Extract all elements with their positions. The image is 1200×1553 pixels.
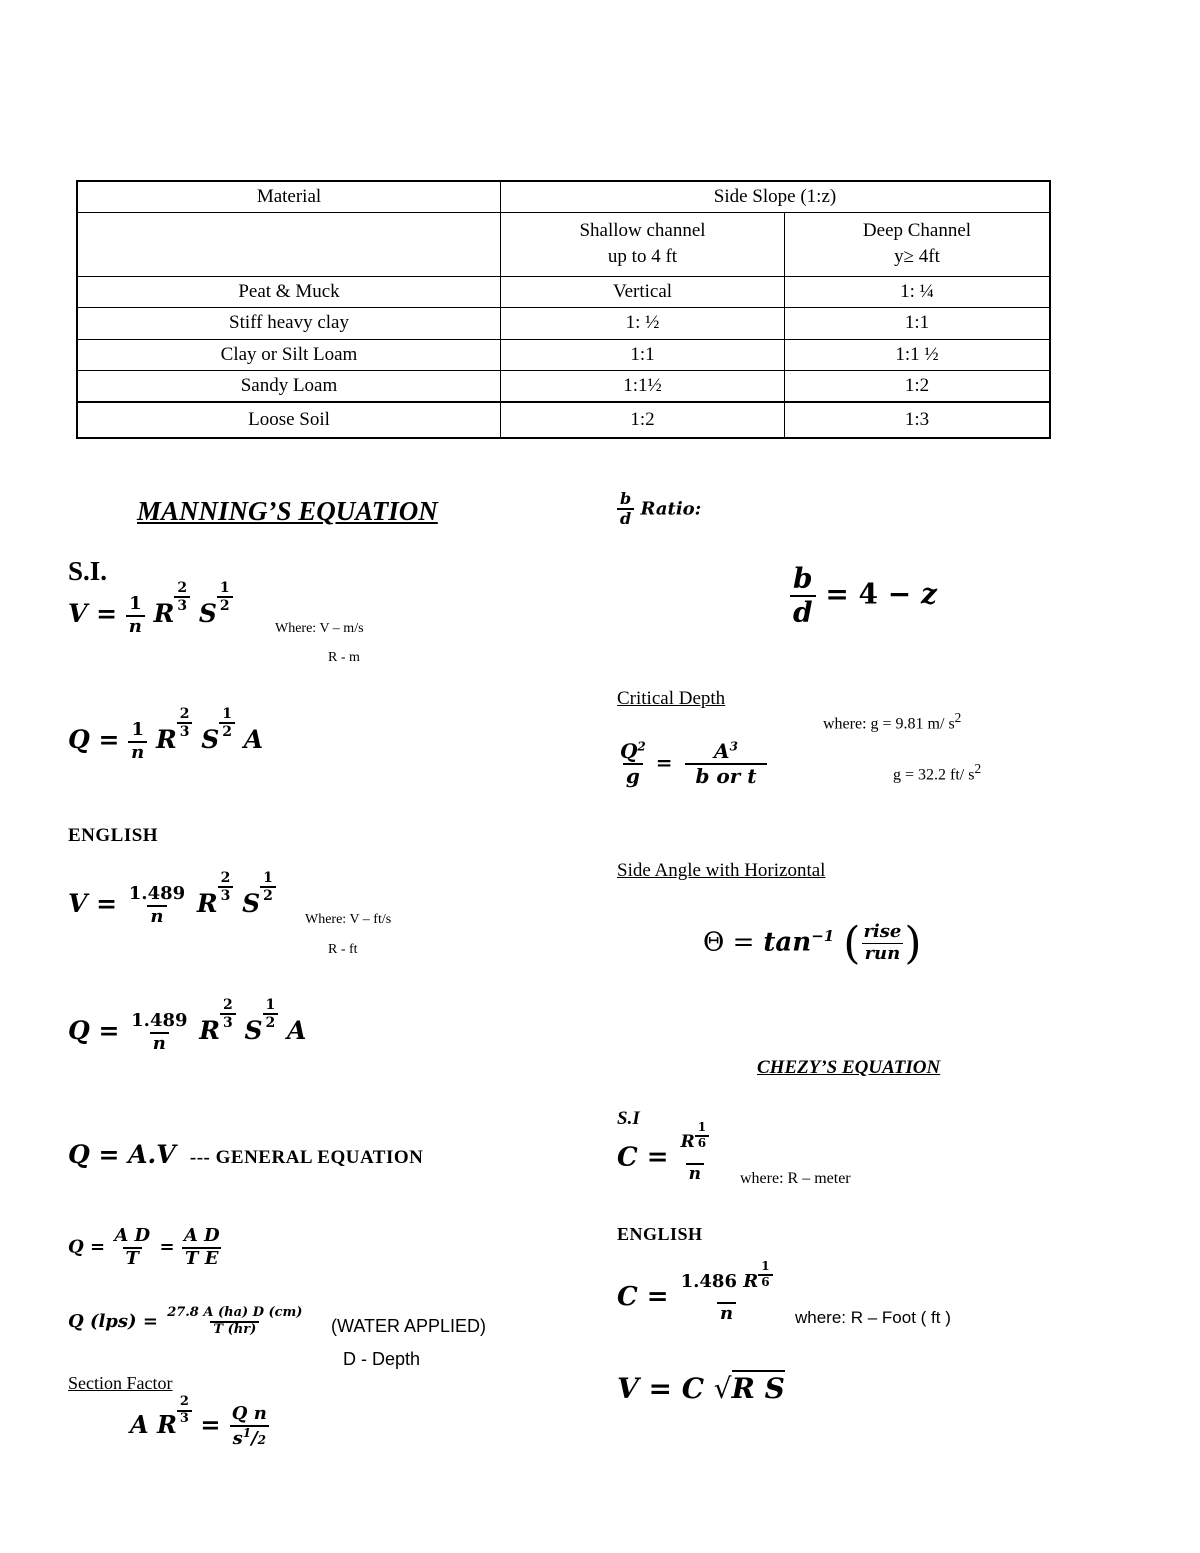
eng-where-v: Where: V – ft/s [305,912,392,927]
table-row: Stiff heavy clay 1: ½ 1:1 [77,307,1050,339]
bd-equation: $\frac{b}{d}$ = 4 − z [790,563,937,629]
g-si-note: where: g = 9.81 m/ $s^2$ [823,710,962,733]
critical-depth-equation: $\frac{Q^2}{g}$ = $\frac{A^3}{\text{b or t}}$ [617,740,767,788]
table-row: Loose Soil 1:2 1:3 [77,402,1050,438]
general-equation: Q = A.V --- GENERAL EQUATION [68,1140,424,1169]
header-empty [77,212,501,276]
header-side-slope: Side Slope (1:z) [501,181,1051,212]
table-row: Clay or Silt Loam 1:1 1:1 ½ [77,339,1050,370]
d-depth: D - Depth [343,1349,421,1369]
eng-where-r: R - ft [328,942,358,957]
chezy-english-equation: C = 1.486 R $\frac{1}{6}$ n [617,1272,776,1324]
chezy-si-where: where: R – meter [740,1170,851,1187]
chezy-title: CHEZY’S EQUATION [757,1057,941,1078]
chezy-eng-where: where: R – Foot ( ft ) [795,1308,951,1327]
chezy-si-equation: C = R $\frac{1}{6}$ n [617,1133,712,1184]
chezy-velocity-equation: V = C √R S [617,1372,785,1405]
manning-q-si-equation: Q = $\frac{1}{n}$ R $\frac{2}{3}$ S $\frac{1}{2}$ A [68,706,264,763]
manning-v-english-equation: V = $\frac{1.489}{n}$ R $\frac{2}{3}$ S $\frac{1}{2}$ [68,884,276,927]
section-factor-equation: A R $\frac{2}{3}$ = $\frac{\text{Q n}}{s^1/2}$ [130,1404,270,1449]
q-ad-t-equation: Q = $\frac{\text{A D}}{T}$ = $\frac{\text{A D}}{\text{T E}}$ [68,1225,220,1269]
g-eng-note: g = 32.2 ft/ $s^2$ [893,761,982,784]
english-label: ENGLISH [68,825,159,846]
header-material: Material [77,181,501,212]
side-slope-table [76,180,1051,439]
manning-v-si-equation: V = $\frac{1}{n}$ R $\frac{2}{3}$ S $\frac{1}{2}$ [68,594,233,637]
side-angle-label: Side Angle with Horizontal [617,860,826,881]
si-where-v: Where: V – m/s [275,621,364,636]
table-row: Peat & Muck Vertical 1: ¼ [77,276,1050,307]
bd-ratio-label: $\frac{b}{d}$ Ratio: [617,490,701,529]
table-row: Sandy Loam 1:1½ 1:2 [77,370,1050,402]
water-applied: (WATER APPLIED) [331,1316,487,1336]
manning-title: MANNING’S EQUATION [137,496,438,526]
manning-q-english-equation: Q = $\frac{1.489}{n}$ R $\frac{2}{3}$ S $\frac{1}{2}$ A [68,997,307,1054]
chezy-si-label: S.I [617,1108,640,1129]
header-shallow: Shallow channel up to 4 ft [501,212,785,276]
si-label: S.I. [68,556,108,586]
critical-depth-label: Critical Depth [617,688,726,709]
section-factor-label: Section Factor [68,1373,173,1393]
q-lps-equation: Q (lps) = $\frac{27.8 A (ha) D (cm)}{T (hr)}$ [68,1305,303,1337]
chezy-english-label: ENGLISH [617,1224,703,1244]
si-where-r: R - m [328,650,360,665]
side-angle-equation: $\Theta = \tan^{-1}$ ( $\frac{\text{rise}}{\text{run}}$ ) [703,918,922,969]
header-deep: Deep Channel y≥ 4ft [785,212,1051,276]
